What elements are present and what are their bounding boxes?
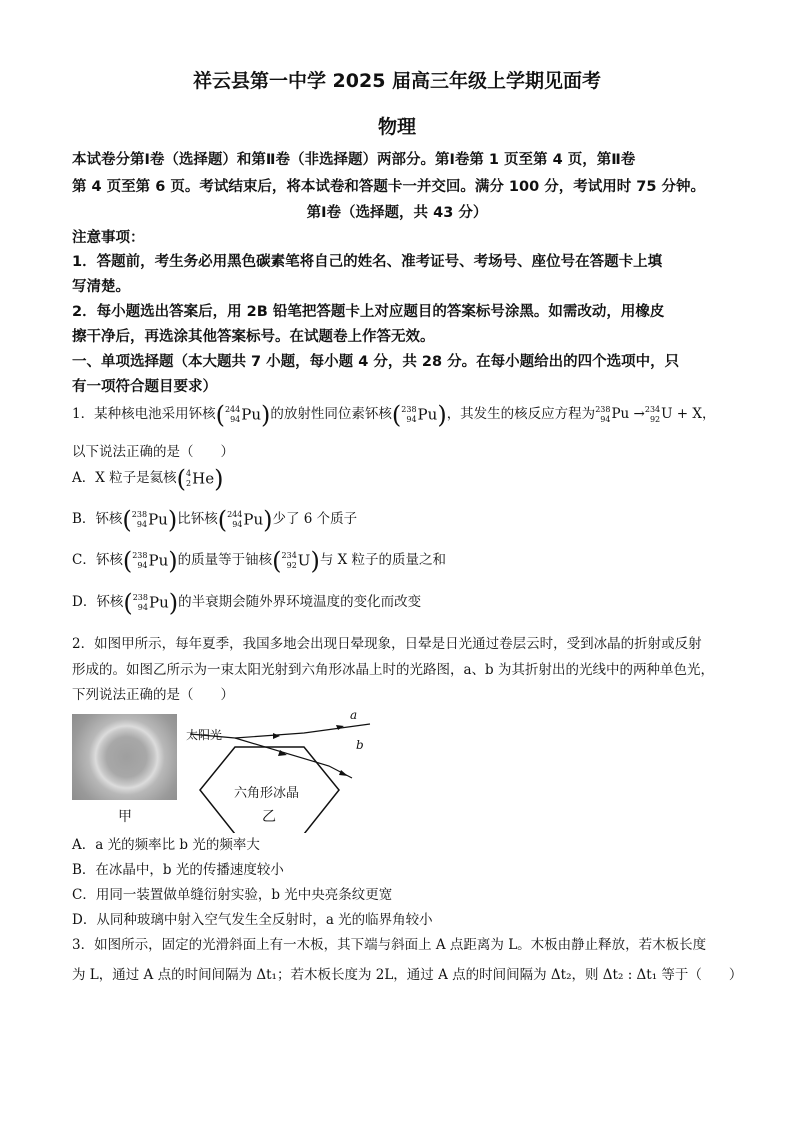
part1-heading: 第Ⅰ卷（选择题，共 43 分） <box>306 205 488 221</box>
intro-line-1: 本试卷分第Ⅰ卷（选择题）和第Ⅱ卷（非选择题）两部分。第Ⅰ卷第 1 页至第 4 页，第Ⅱ卷 <box>72 152 636 168</box>
notice-1b: 写清楚。 <box>72 279 130 295</box>
reaction-u234: 234 92 <box>644 404 661 424</box>
q3-stem-1: 3．如图所示，固定的光滑斜面上有一木板，其下端与斜面上 A 点距离为 L。木板由静止释放，若木板长度 <box>72 937 707 953</box>
q2-figure <box>72 708 392 833</box>
ray-b <box>235 738 352 778</box>
q1-stem: 1．某种核电池采用钚核( 244 94 Pu)的放射性同位素钚核( 238 94 Pu)，其发生的核反应方程为 238 94 Pu → 234 92 U + X， <box>72 400 716 429</box>
label-yi: 乙 <box>262 809 276 825</box>
reaction-pu238: 238 94 <box>595 404 611 424</box>
ray-a <box>235 724 370 738</box>
label-b: b <box>356 738 364 752</box>
q3-stem-2: 为 L，通过 A 点的时间间隔为 Δt₁；若木板长度为 2L，通过 A 点的时间间隔为 Δt₂，则 Δt₂ : Δt₁ 等于（ ） <box>72 967 743 983</box>
notice-1a: 1．答题前，考生务必用黑色碳素笔将自己的姓名、准考证号、考场号、座位号在答题卡上填 <box>72 254 663 270</box>
section1-heading-b: 有一项符合题目要求） <box>72 379 217 395</box>
nuclide-pu238: ( 238 94 Pu) <box>122 505 178 534</box>
q2-option-a[interactable]: A．a 光的频率比 b 光的频率大 <box>72 837 260 853</box>
q2-stem-1: 2．如图甲所示，每年夏季，我国多地会出现日晕现象，日晕是日光通过卷层云时，受到冰晶的折射或反射 <box>72 636 702 652</box>
nuclide-pu238: ( 238 94 Pu) <box>122 546 178 575</box>
nuclide-u234: ( 234 92 U) <box>272 546 320 575</box>
nuclide-pu238: ( 238 94 Pu) <box>123 588 179 617</box>
exam-subject: 物理 <box>377 116 416 138</box>
q1-option-b[interactable]: B．钚核( 238 94 Pu)比钚核( 244 94 Pu)少了 6 个质子 <box>72 505 358 534</box>
q2-option-c[interactable]: C．用同一装置做单缝衍射实验，b 光中央亮条纹更宽 <box>72 887 393 903</box>
label-jia: 甲 <box>118 809 132 825</box>
intro-line-2: 第 4 页至第 6 页。考试结束后，将本试卷和答题卡一并交回。满分 100 分，考试用时 75 分钟。 <box>72 179 706 195</box>
notice-2b: 擦干净后，再选涂其他答案标号。在试题卷上作答无效。 <box>72 329 435 345</box>
nuclide-pu244: ( 244 94 Pu) <box>217 505 273 534</box>
nuclide-pu244: ( 244 94 Pu) <box>215 400 271 429</box>
label-ice-crystal: 六角形冰晶 <box>234 786 300 801</box>
notice-2a: 2．每小题选出答案后，用 2B 铅笔把答题卡上对应题目的答案标号涂黑。如需改动，用橡皮 <box>72 304 665 320</box>
section1-heading-a: 一、单项选择题（本大题共 7 小题，每小题 4 分，共 28 分。在每小题给出的四个选项中，只 <box>72 354 680 370</box>
exam-title: 祥云县第一中学 2025 届高三年级上学期见面考 <box>192 70 602 92</box>
q2-option-d[interactable]: D．从同种玻璃中射入空气发生全反射时，a 光的临界角较小 <box>72 912 433 928</box>
q1-stem-end: 以下说法正确的是（ ） <box>72 444 234 460</box>
nuclide-pu238: ( 238 94 Pu) <box>391 400 447 429</box>
q2-stem-3: 下列说法正确的是（ ） <box>72 687 234 703</box>
q1-option-d[interactable]: D．钚核( 238 94 Pu)的半衰期会随外界环境温度的变化而改变 <box>72 588 422 617</box>
label-a: a <box>350 708 358 722</box>
q2-stem-2: 形成的。如图乙所示为一束太阳光射到六角形冰晶上时的光路图，a、b 为其折射出的光线中的两种单色光， <box>72 662 714 678</box>
nuclide-he4: ( 4 2 He) <box>176 464 224 493</box>
q1-option-c[interactable]: C．钚核( 238 94 Pu)的质量等于铀核( 234 92 U)与 X 粒子的质量之和 <box>72 546 447 575</box>
q2-option-b[interactable]: B．在冰晶中，b 光的传播速度较小 <box>72 862 284 878</box>
arrow-icon <box>339 770 348 776</box>
arrow-icon <box>273 733 280 739</box>
q1-option-a[interactable]: A．X 粒子是氦核( 4 2 He) <box>72 464 224 493</box>
notice-title: 注意事项： <box>72 230 145 246</box>
label-sunlight: 太阳光 <box>186 728 223 742</box>
